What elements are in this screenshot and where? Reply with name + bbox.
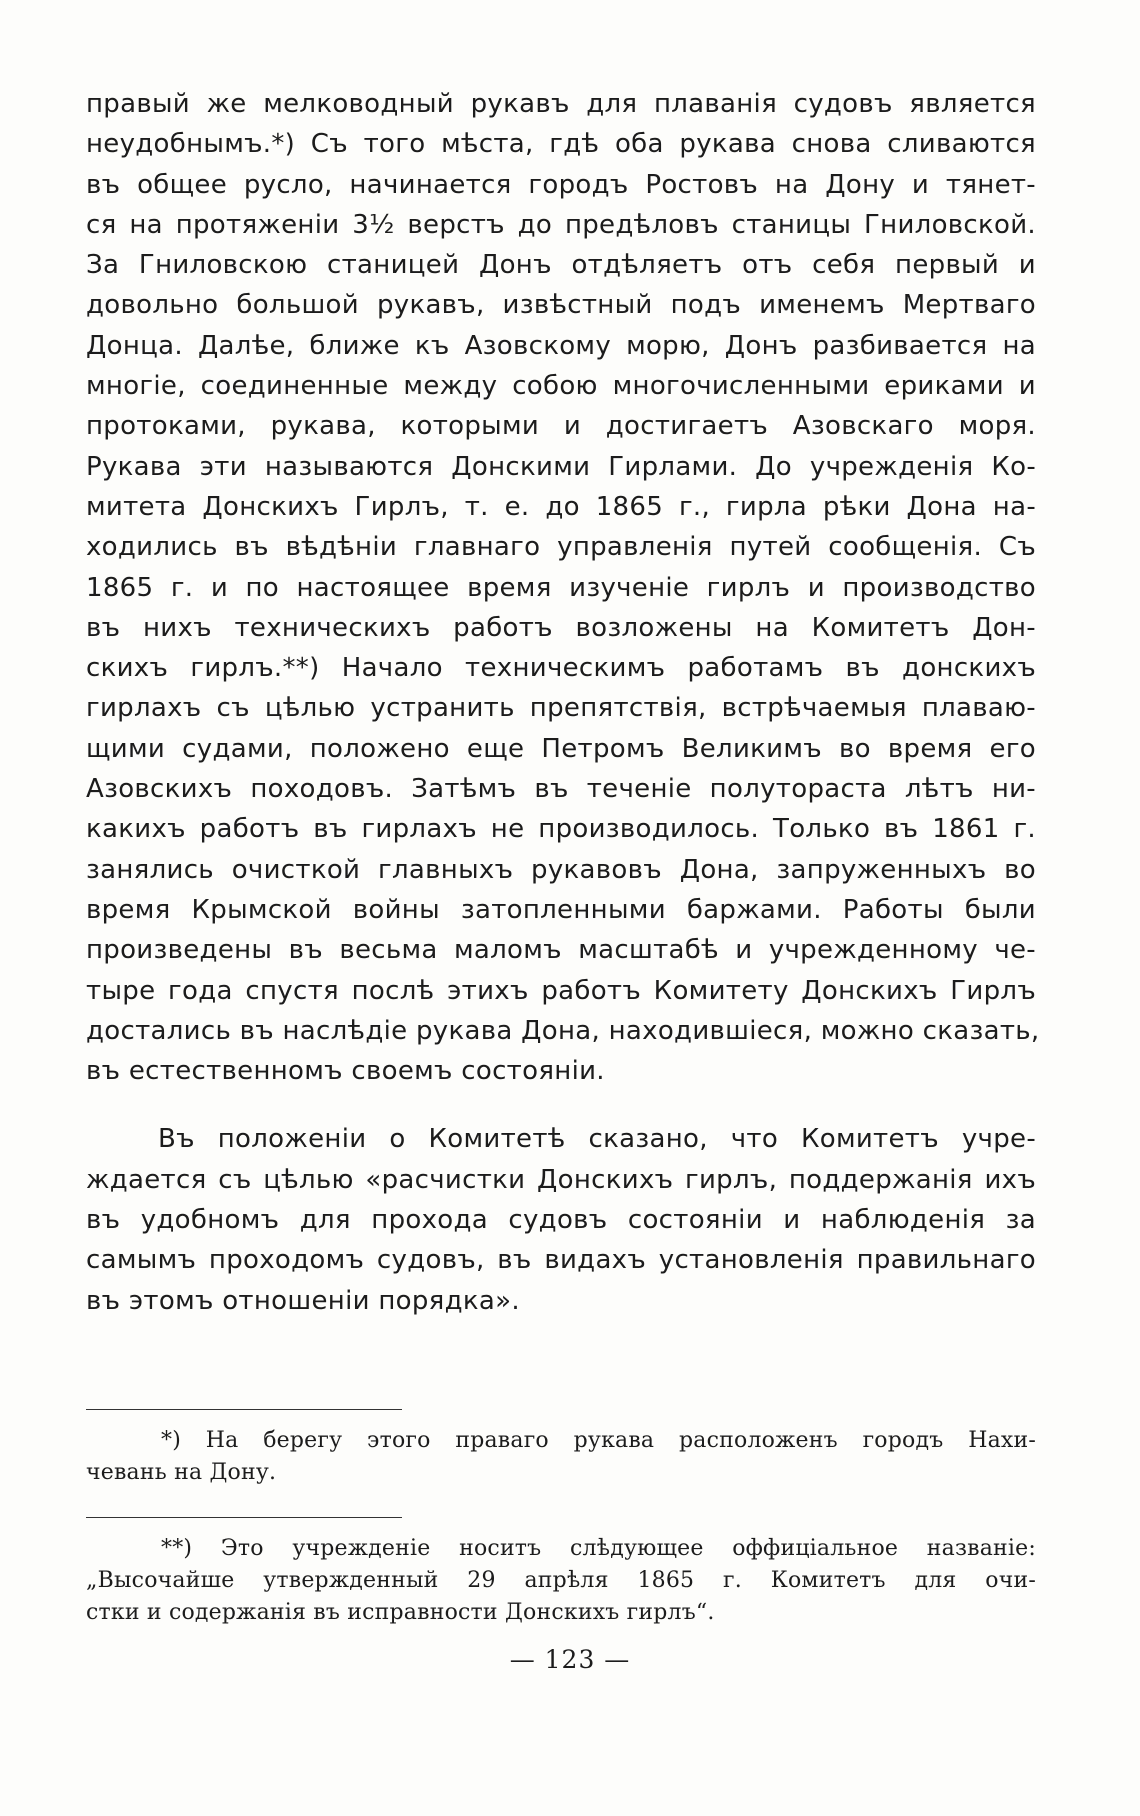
text-line: правый же мелководный рукавъ для плаванія судовъ является <box>86 89 1036 119</box>
text-line: ся на протяженіи 3½ верстъ до предѣловъ станицы Гниловской. <box>86 209 1036 240</box>
footnote-divider <box>86 1409 402 1410</box>
text-line: Донца. Далѣе, ближе къ Азовскому морю, Донъ разбивается на <box>86 330 1036 361</box>
text-line: За Гниловскою станицей Донъ отдѣляетъ отъ себя первый и <box>86 250 1036 281</box>
text-line: въ удобномъ для прохода судовъ состояніи и наблюденія за <box>86 1205 1036 1236</box>
text-line: митета Донскихъ Гирлъ, т. е. до 1865 г., гирла рѣки Дона на- <box>86 491 1036 522</box>
footnote-1 <box>86 1425 1036 1489</box>
text-line: щими судами, положено еще Петромъ Великимъ во время его <box>86 733 1036 764</box>
text-line: Азовскихъ походовъ. Затѣмъ въ теченіе полутораста лѣтъ ни- <box>86 774 1036 805</box>
text-line: время Крымской войны затопленными баржами. Работы были <box>86 894 1036 925</box>
footnote-line: стки и содержанія въ исправности Донскихъ гирлъ“. <box>86 1600 715 1625</box>
text-line: протоками, рукава, которыми и достигаетъ Азовскаго моря. <box>86 411 1036 442</box>
text-line: многіе, соединенные между собою многочисленными ериками и <box>86 371 1036 402</box>
footnote-line: *) На берегу этого праваго рукава расположенъ городъ Нахи- <box>161 1428 1036 1453</box>
text-line: гирлахъ съ цѣлью устранить препятствія, встрѣчаемыя плаваю- <box>86 693 1036 724</box>
text-line: какихъ работъ въ гирлахъ не производилось. Только въ 1861 г. <box>86 814 1036 845</box>
footnote-line: „Высочайше утвержденный 29 апрѣля 1865 г. Комитетъ для очи- <box>86 1568 1036 1593</box>
main-text <box>86 84 1040 1321</box>
text-line: въ общее русло, начинается городъ Ростовъ на Дону и тянет- <box>86 169 1036 200</box>
page-number: — 123 — <box>509 1645 631 1674</box>
text-line: произведены въ весьма маломъ масштабѣ и учрежденному че- <box>86 935 1036 966</box>
paragraph-2 <box>86 1119 1036 1320</box>
footnote-line: чевань на Дону. <box>86 1460 277 1485</box>
footnote-line: **) Это учрежденіе носитъ слѣдующее оффиціальное названіе: <box>161 1536 1036 1561</box>
text-line: занялись очисткой главныхъ рукавовъ Дона, запруженныхъ во <box>86 854 1036 885</box>
text-line: въ этомъ отношеніи порядка». <box>86 1285 520 1316</box>
text-line: довольно большой рукавъ, извѣстный подъ именемъ Мертваго <box>86 290 1036 321</box>
text-line: самымъ проходомъ судовъ, въ видахъ установленія правильнаго <box>86 1245 1036 1276</box>
text-line: Рукава эти называются Донскими Гирлами. До учрежденія Ко- <box>86 451 1036 482</box>
text-line: Въ положеніи о Комитетѣ сказано, что Комитетъ учре- <box>158 1124 1036 1155</box>
text-line: тыре года спустя послѣ этихъ работъ Комитету Донскихъ Гирлъ <box>86 975 1036 1006</box>
text-line: неудобнымъ.*) Съ того мѣста, гдѣ оба рукава снова сливаются <box>86 129 1036 160</box>
text-line: достались въ наслѣдіе рукава Дона, находившіеся, можно сказать, <box>86 1015 1040 1046</box>
footnote-2 <box>86 1533 1036 1629</box>
text-line: ждается съ цѣлью «расчистки Донскихъ гирлъ, поддержанія ихъ <box>86 1164 1036 1195</box>
text-line: скихъ гирлъ.**) Начало техническимъ работамъ въ донскихъ <box>86 653 1036 684</box>
text-line: въ нихъ техническихъ работъ возложены на Комитетъ Дон- <box>86 612 1036 643</box>
paragraph-1 <box>86 84 1040 1091</box>
footnote-divider <box>86 1517 402 1518</box>
text-line: ходились въ вѣдѣніи главнаго управленія путей сообщенія. Съ <box>86 532 1036 563</box>
text-line: 1865 г. и по настоящее время изученіе гирлъ и производство <box>86 572 1036 603</box>
text-line: въ естественномъ своемъ состояніи. <box>86 1056 605 1087</box>
